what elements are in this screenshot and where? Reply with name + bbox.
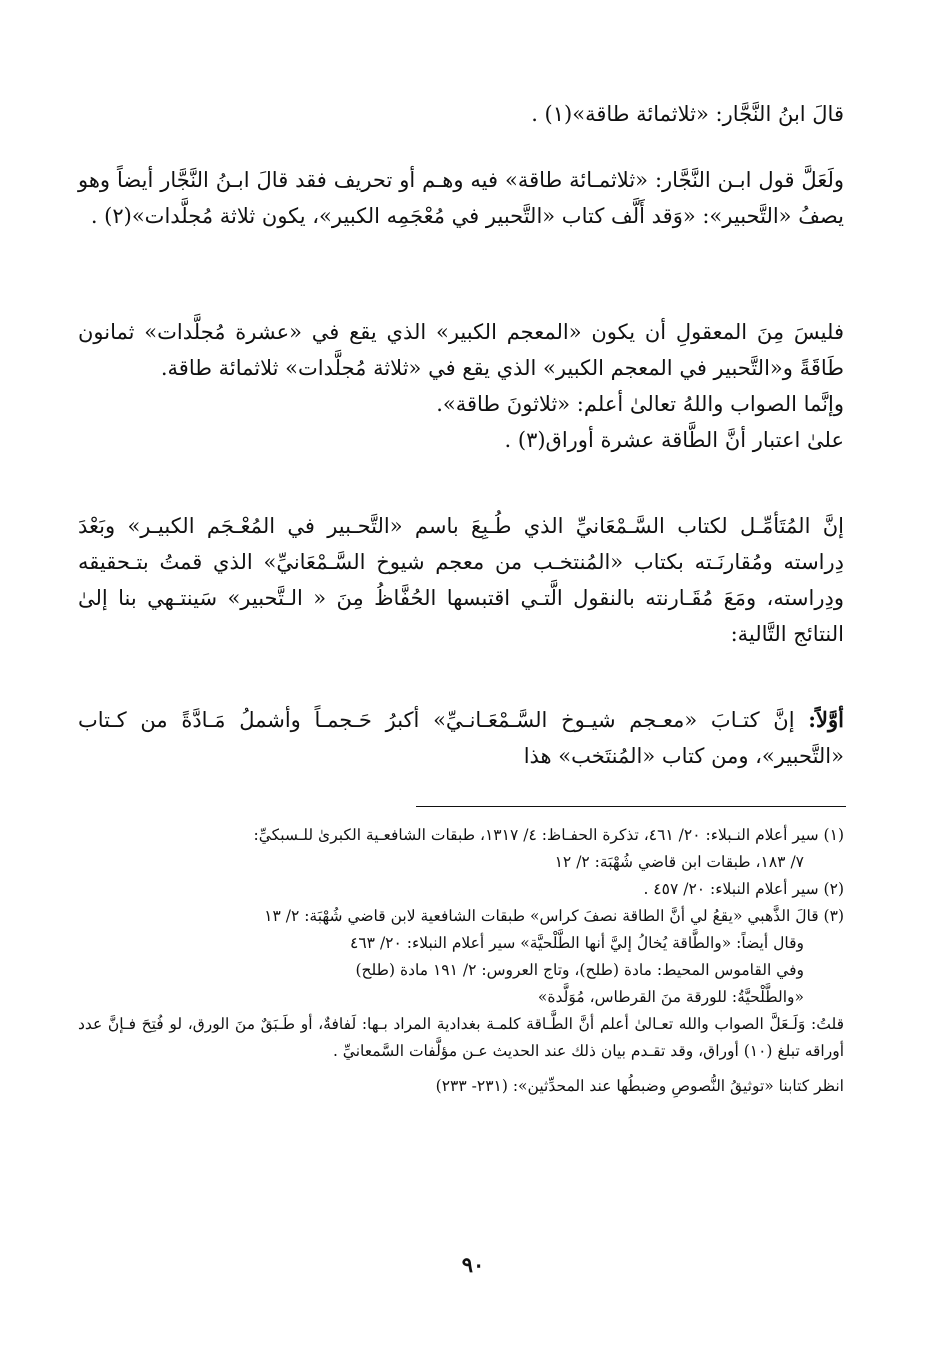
footnote-3-line-3: وفي القاموس المحيط: مادة (طلح)، وتاج العروس: ٢/ ١٩١ مادة (طلح) (355, 961, 804, 979)
main-text (78, 96, 844, 132)
main-text (78, 702, 844, 774)
main-text (78, 508, 844, 652)
footnote-1-line-1: (١) سير أعلام النـبلاء: ٢٠/ ٤٦١، تذكرة الحفـاظ: ٤/ ١٣١٧، طبقات الشافعـية الكبرىٰ للـسبكيِّ: (253, 826, 844, 844)
page-number: ٩٠ (461, 1252, 485, 1277)
footnote-3-line-4: «والطَّلْحيَّةُ: للورقة منَ القرطاس، مُوَلَّدة» (537, 988, 804, 1006)
first-point-text: إنَّ كتـابَ «معـجم شيـوخ السَّـمْعَـانـيِّ» أكبرُ حَـجمـاً وأشملُ مَـادَّةً من كـتاب «التَّحبير»، ومن كتاب «المُنتَخب» هذا (78, 708, 844, 768)
paragraph-6: إنَّ المُتَأمِّـل لكتاب السَّـمْعَانيِّ الذي طُـبِعَ باسم «التَّحـبير في المُعْـجَم الكبيـر» وبَعْدَ دِراسته ومُقارنَـته بكتاب «المُنتخـب من معجم شيوخ السَّـمْعَانيِّ» الذي قمتُ بتـحقيقه ودِراسته، ومَعَ مُقَـارنته بالنقول الَّتـي اقتبسها الحُفَّاظُ مِنَ « الـتَّحبير» سَينتـهي بنا إلىٰ النتائج التَّالية: (78, 514, 844, 646)
paragraph-4: وإنَّما الصواب واللهُ تعالىٰ أعلم: «ثلاثونَ طاقة». (436, 392, 844, 416)
main-text (78, 162, 844, 234)
footnote-3-line-2: وقال أيضاً: «والطَّاقة يُخالُ إليَّ أنها الطَّلْحيَّة» سير أعلام النبلاء: ٢٠/ ٤٦٣ (350, 934, 804, 952)
footnote-2: (٢) سير أعلام النبلاء: ٢٠/ ٤٥٧ . (643, 880, 844, 898)
footnote-3-reference: انظر كتابنا «توثيقُ النُّصوصِ وضبطُها عند المحدِّثين»: (٢٣١- ٢٣٣) (435, 1077, 844, 1095)
footnote-3-line-1: (٣) قالَ الذَّهبي «يقعُ لي أنَّ الطاقة نصفَ كراس» طبقات الشافعية لابن قاضي شُهْبَة: ٢/ ١٣ (264, 907, 844, 925)
first-point-label: أوَّلاً: (808, 707, 844, 732)
footnote-3-note: قلتُ: وَلَـعَلَّ الصواب والله تعـالىٰ أعلم أنَّ الطَّـاقة كلمـة بغدادية المراد بـها: لَفافةٌ، أو طَـبَقٌ منَ الورق، لو فُتِحَ فـإنَّ عدد أوراقه تبلغ (١٠) أوراق، وقد تقـدم بيان ذلك عند الحديث عـن مؤلَّفات السَّمعانيِّ . (78, 1015, 844, 1060)
main-text (78, 314, 844, 458)
paragraph-2: ولَعَلَّ قول ابـن النَّجَّار: «ثلاثمـائة طاقة» فيه وهـم أو تحريف فقد قالَ ابـنُ النَّجَّار أيضاً وهو يصفُ «التَّحبير»: «وَقد أَلَّف كتاب «التَّحبير في مُعْجَمِه الكبير»، يكون ثلاثة مُجلَّدات»(٢) . (78, 168, 844, 228)
paragraph-1: قالَ ابنُ النَّجَّار: «ثلاثمائة طاقة»(١) . (531, 102, 844, 126)
paragraph-3: فليسَ مِنَ المعقولِ أن يكون «المعجم الكبير» الذي يقع في «عشرة مُجلَّدات» ثمانون طَاقَةً و«التَّحبير في المعجم الكبير» الذي يقع في «ثلاثة مُجلَّدات» ثلاثمائة طاقة. (78, 320, 844, 380)
footnotes (78, 822, 844, 1100)
paragraph-5: علىٰ اعتبار أنَّ الطَّاقة عشرة أوراق(٣) . (504, 428, 844, 452)
footnote-separator (416, 806, 846, 807)
paragraph-7 (78, 702, 844, 774)
footnote-1-line-2: ٧/ ١٨٣، طبقات ابن قاضي شُهْبَة: ٢/ ١٢ (554, 853, 804, 871)
